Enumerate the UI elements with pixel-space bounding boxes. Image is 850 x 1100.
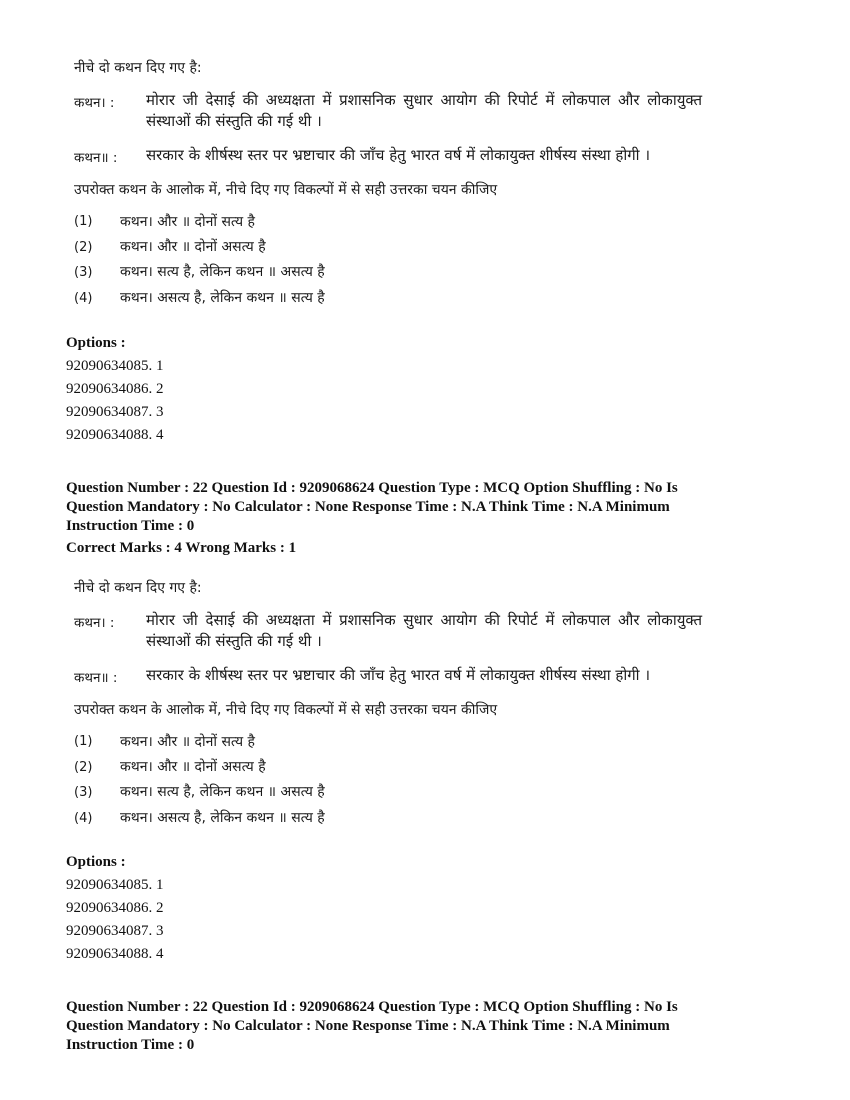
options-title: Options : [66,854,126,870]
choice-text: कथन। और ॥ दोनों असत्य है [120,239,266,255]
statement-1-text: मोरार जी देसाई की अध्यक्षता में प्रशासनिक सुधार आयोग की रिपोर्ट में लोकपाल और लोकायुक्त संस्थाओं की संस्तुति की गई थी । [146,611,702,650]
statement-1-label: कथन। : [74,95,115,111]
option-item: 92090634086. 2 [66,381,164,397]
choice-number: (3) [74,785,93,800]
choice-number: (2) [74,760,93,775]
choice-text: कथन। और ॥ दोनों असत्य है [120,759,266,775]
choice-number: (1) [74,214,93,229]
options-title: Options : [66,335,126,351]
option-item: 92090634087. 3 [66,404,164,420]
question-block-2 [0,520,850,965]
statement-2-label: कथन॥ : [74,150,118,166]
question-instruction: उपरोक्त कथन के आलोक में, नीचे दिए गए विकल्पों में से सही उत्तरका चयन कीजिए [74,182,498,198]
question-meta [66,998,756,1055]
question-intro: नीचे दो कथन दिए गए है: [74,580,202,596]
choice-number: (3) [74,265,93,280]
question-meta-line: Instruction Time : 0 [66,518,195,534]
option-item: 92090634085. 1 [66,358,164,374]
choice-number: (4) [74,291,93,306]
choice-text: कथन। सत्य है, लेकिन कथन ॥ असत्य है [120,264,325,280]
option-item: 92090634085. 1 [66,877,164,893]
question-meta-line: Question Number : 22 Question Id : 9209068624 Question Type : MCQ Option Shuffling : No Is [66,999,678,1015]
option-item: 92090634087. 3 [66,923,164,939]
option-item: 92090634088. 4 [66,427,164,443]
statement-2-label: कथन॥ : [74,670,118,686]
question-instruction: उपरोक्त कथन के आलोक में, नीचे दिए गए विकल्पों में से सही उत्तरका चयन कीजिए [74,702,498,718]
question-meta-line: Question Mandatory : No Calculator : None Response Time : N.A Think Time : N.A Minimum [66,1018,670,1034]
choice-number: (2) [74,240,93,255]
option-item: 92090634088. 4 [66,946,164,962]
statement-2-text: सरकार के शीर्षस्थ स्तर पर भ्रष्टाचार की जाँच हेतु भारत वर्ष में लोकायुक्त शीर्षस्य संस्था होगी । [146,146,651,164]
choice-text: कथन। असत्य है, लेकिन कथन ॥ सत्य है [120,810,325,826]
choice-text: कथन। और ॥ दोनों सत्य है [120,214,255,230]
question-block-1 [0,0,850,445]
choice-text: कथन। असत्य है, लेकिन कथन ॥ सत्य है [120,290,325,306]
option-item: 92090634086. 2 [66,900,164,916]
choice-text: कथन। सत्य है, लेकिन कथन ॥ असत्य है [120,784,325,800]
question-meta-line: Question Mandatory : No Calculator : None Response Time : N.A Think Time : N.A Minimum [66,499,670,515]
marks-line: Correct Marks : 4 Wrong Marks : 1 [66,540,297,556]
question-meta-line: Question Number : 22 Question Id : 9209068624 Question Type : MCQ Option Shuffling : No Is [66,480,678,496]
question-meta-line: Instruction Time : 0 [66,1037,195,1053]
statement-1-text: मोरार जी देसाई की अध्यक्षता में प्रशासनिक सुधार आयोग की रिपोर्ट में लोकपाल और लोकायुक्त संस्थाओं की संस्तुति की गई थी । [146,91,702,130]
choice-number: (1) [74,734,93,749]
statement-2-text: सरकार के शीर्षस्थ स्तर पर भ्रष्टाचार की जाँच हेतु भारत वर्ष में लोकायुक्त शीर्षस्य संस्था होगी । [146,666,651,684]
question-intro: नीचे दो कथन दिए गए है: [74,60,202,76]
choice-number: (4) [74,811,93,826]
choice-text: कथन। और ॥ दोनों सत्य है [120,734,255,750]
statement-1-label: कथन। : [74,615,115,631]
